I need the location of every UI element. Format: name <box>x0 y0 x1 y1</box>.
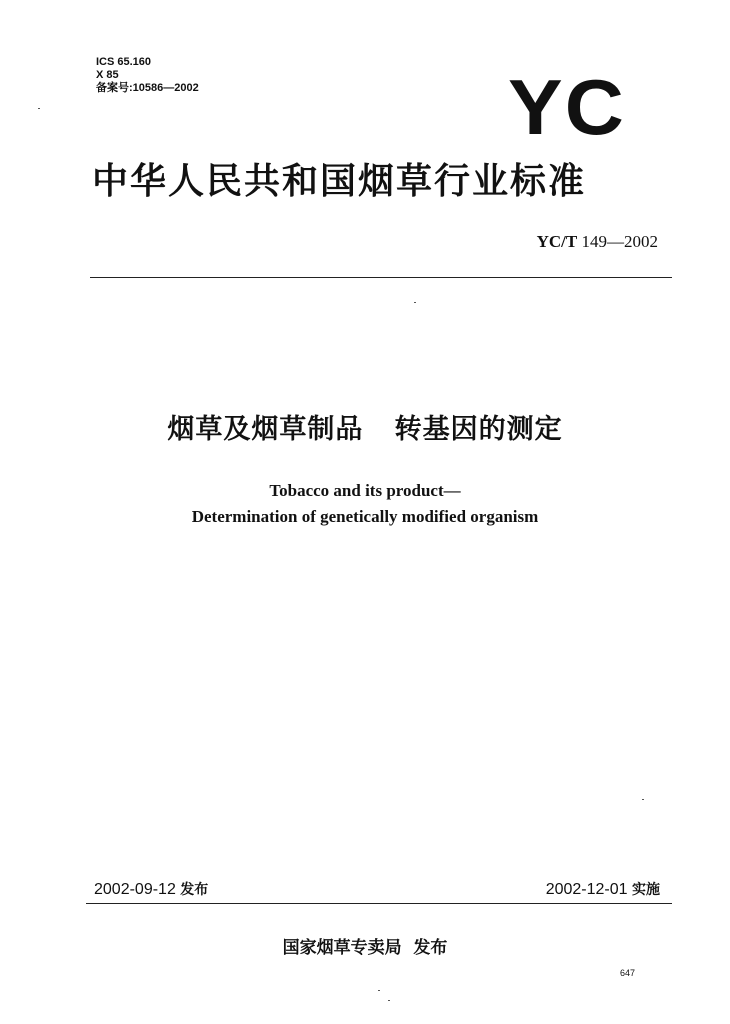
footer-divider <box>86 903 672 904</box>
english-title-line-1: Tobacco and its product— <box>269 481 461 500</box>
classification-code: X 85 <box>96 69 119 81</box>
english-title-line-2: Determination of genetically modified organism <box>191 507 539 526</box>
scan-speck <box>378 990 380 991</box>
effective-date-value: 2002-12-01 <box>545 881 628 898</box>
standard-prefix: YC/T <box>536 232 578 251</box>
issue-date-label: 发布 <box>180 882 209 898</box>
ics-code: ICS 65.160 <box>96 56 152 68</box>
classification-block <box>96 56 199 95</box>
scan-speck <box>38 108 40 109</box>
publisher: 国家烟草专卖局 发布 <box>282 938 448 958</box>
industry-standard-title: 中华人民共和国烟草行业标准 <box>92 161 587 202</box>
document-title-english <box>0 478 730 530</box>
scan-speck <box>642 799 644 800</box>
effective-date <box>546 880 660 900</box>
filing-number: 备案号:10586—2002 <box>96 82 199 94</box>
standard-number <box>537 232 658 252</box>
header-divider <box>90 277 672 278</box>
standard-code: 149—2002 <box>577 232 658 251</box>
yc-logo: YC <box>508 63 626 151</box>
document-title-chinese: 烟草及烟草制品 转基因的测定 <box>167 414 563 445</box>
issue-date-value: 2002-09-12 <box>94 881 176 898</box>
scan-speck <box>388 1000 390 1001</box>
effective-date-label: 实施 <box>632 882 660 898</box>
page-number: 647 <box>620 968 636 978</box>
issue-date <box>94 880 208 900</box>
scan-speck <box>414 302 416 303</box>
